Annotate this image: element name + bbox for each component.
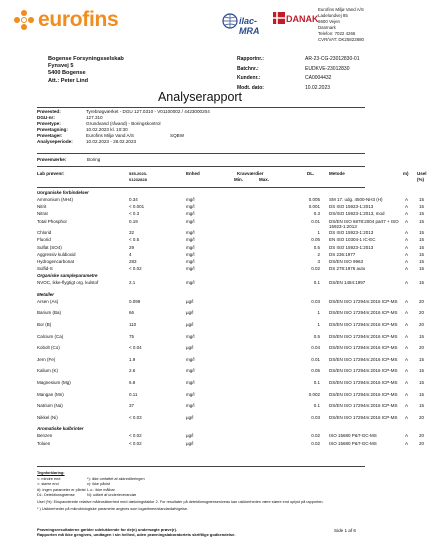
danak-logo <box>272 10 319 34</box>
table-row <box>37 380 425 392</box>
uncertainty: 15 <box>419 251 425 257</box>
legend-item: DL: Detektionsgrænse <box>37 493 75 498</box>
result-unit: mg/l <box>186 333 195 339</box>
detection-limit: 0.02 <box>311 440 320 446</box>
company-line: Telefon: 7022 4266 <box>318 31 356 36</box>
accreditation-mark: A <box>405 333 409 339</box>
analyte-name: Hydrogencarbonat <box>37 258 75 264</box>
method: DS/EN ISO 17294m:2016 ICP-MS <box>329 345 398 351</box>
report-info-row <box>237 55 359 65</box>
meta-key: Prøvetagning: <box>37 127 68 133</box>
recipient-address <box>48 56 124 85</box>
detection-limit: 0.05 <box>311 368 320 374</box>
accreditation-mark: A <box>405 298 409 304</box>
meta-key: Prøvetype: <box>37 121 61 127</box>
table-row <box>37 322 425 334</box>
uncertainty: 20 <box>419 433 425 439</box>
col-header-max: Max. <box>259 177 270 182</box>
result-value: 32 <box>129 230 135 236</box>
result-unit: mg/l <box>186 218 195 224</box>
analyte-name: Barium (Ba) <box>37 310 62 316</box>
analyte-name: Benzen <box>37 433 53 439</box>
result-value: 2.1 <box>129 280 136 286</box>
result-value: 2.6 <box>129 368 136 374</box>
table-row <box>37 440 425 448</box>
accreditation-mark: A <box>405 244 409 250</box>
meta-value: Eurofins Miljø Vand A/S <box>86 133 134 139</box>
company-line: Danmark <box>318 25 336 30</box>
report-info-value: 10.02.2023 <box>305 84 331 91</box>
detection-limit: 1 <box>317 230 320 236</box>
accreditation-mark: A <box>405 322 409 328</box>
col-header-method: Metode <box>329 171 345 176</box>
table-row <box>37 266 425 273</box>
col-header-sample-id: 535-2023- 01232828 <box>129 171 148 182</box>
method: SM 17. udg. 4500-NH3 (H) <box>329 197 383 202</box>
accreditation-mark: A <box>405 237 409 243</box>
table-row <box>37 433 425 440</box>
result-value: 0.099 <box>129 298 141 304</box>
report-info-key: Batchnr.: <box>237 65 259 72</box>
result-unit: µg/l <box>186 433 194 439</box>
method: ISO 15680 P&T-GC-MS <box>329 433 377 439</box>
accreditation-mark: A <box>405 204 409 210</box>
analyte-name: Kobolt (Co) <box>37 345 60 351</box>
analyte-name: Sulfat (SO4) <box>37 244 62 250</box>
uncertainty: 20 <box>419 440 425 446</box>
analyte-name: Bor (B) <box>37 322 52 328</box>
report-info <box>237 55 359 93</box>
accreditation-mark: A <box>405 211 409 217</box>
danak-label: DANAK <box>286 14 319 24</box>
col-header-unit: Enhed <box>186 171 200 176</box>
micro-note: * ) Usikkerheder på mikrobiologiske parametre angives som logaritmen/standardafvigelse. <box>37 506 189 511</box>
result-unit: mg/l <box>186 391 195 397</box>
detection-limit: 0.04 <box>311 345 320 351</box>
result-unit: µg/l <box>186 345 194 351</box>
method: DS ISO 15923-1:2013 <box>329 244 374 250</box>
divider <box>37 153 365 154</box>
legend-item: <: mindre end <box>37 476 61 481</box>
meta-extra: SQBW <box>170 133 185 139</box>
company-line: CVR/VAT: DK25822880 <box>318 37 364 42</box>
meta-value: 127.310 <box>86 115 103 121</box>
accreditation-mark: A <box>405 391 409 397</box>
table-row <box>37 218 425 231</box>
result-value: 4 <box>129 251 132 257</box>
uncertainty: 15 <box>419 380 425 386</box>
detection-limit: 0.01 <box>311 356 320 362</box>
meta-value: Tyrebrøgværket - DGU 127.0310 - V01100002 / 4423000204 <box>86 109 210 114</box>
method: DS/EN ISO 17294m:2016 ICP-MS <box>329 298 398 304</box>
table-row <box>37 391 425 404</box>
result-unit: mg/l <box>186 356 195 362</box>
result-unit: mg/l <box>186 230 195 236</box>
results-table <box>37 190 425 448</box>
accreditation-mark: A <box>405 345 409 351</box>
detection-limit: 2 <box>317 251 320 257</box>
result-value: 29 <box>129 244 135 250</box>
meta-value: Grundvand (råvand) - Boringskontrol <box>86 121 161 127</box>
uncertainty: 20 <box>419 345 425 351</box>
uncertainty: 15 <box>419 244 425 250</box>
col-header-min: Min. <box>234 177 243 182</box>
divider <box>37 466 365 467</box>
result-unit: mg/l <box>186 258 195 264</box>
method: DS ISO 15923-1:2013 <box>329 204 374 210</box>
legend-item: L.o.: ikke målbar <box>87 487 115 492</box>
section-title: Aromatiske kulbrinter <box>37 426 84 432</box>
result-unit: µg/l <box>186 440 194 446</box>
uncertainty: 15 <box>419 258 425 264</box>
page-title: Analyserapport <box>157 90 243 104</box>
detection-limit: 0.02 <box>311 266 320 272</box>
method: DS/EN ISO 17294m:2016 ICP-MS <box>329 403 398 409</box>
analyte-name: Nitrat <box>37 211 48 217</box>
legend-item: >: større end <box>37 482 59 487</box>
detection-limit: 0.005 <box>308 197 320 202</box>
detection-limit: 0.1 <box>313 280 320 286</box>
table-row <box>37 310 425 322</box>
report-info-row <box>237 65 359 75</box>
detection-limit: 1 <box>317 310 320 316</box>
result-value: < 0.04 <box>129 345 142 351</box>
legend-item: #): ingen parameter er påvist <box>37 487 86 492</box>
section-title: Organiske sampleparametre <box>37 273 98 279</box>
col-header-limits: Kravværdier <box>237 171 264 176</box>
result-value: 37 <box>129 403 135 409</box>
result-value: < 0.3 <box>129 211 140 217</box>
detection-limit: 0.01 <box>311 218 320 224</box>
method: EN ISO 10304-1 IC-EC <box>329 237 376 243</box>
table-row <box>37 414 425 427</box>
uncertainty: 20 <box>419 298 425 304</box>
analyte-name: Arsen (As) <box>37 298 59 304</box>
uncertainty: 15 <box>419 204 425 210</box>
result-value: < 0.02 <box>129 266 142 272</box>
report-info-value: EUDKVE-23012830 <box>305 65 350 72</box>
report-info-row <box>237 74 359 84</box>
analyte-name: Nikkel (Ni) <box>37 414 58 420</box>
analyte-name: Natrium (Na) <box>37 403 63 409</box>
table-row <box>37 197 425 204</box>
meta-key: Prøvested: <box>37 109 61 114</box>
report-info-value: CA0004432 <box>305 75 332 82</box>
divider <box>37 107 365 108</box>
analyte-name: NVOC, ikke-flygtigt org. kulstof <box>37 280 99 286</box>
uncertainty: 20 <box>419 322 425 328</box>
method: DS/EN 1484:1997 <box>329 280 366 286</box>
accreditation-mark: A <box>405 380 409 386</box>
method: DS/EN ISO 17294m:2016 ICP-MS <box>329 391 398 397</box>
col-header-name: Lab prøvenr: <box>37 171 65 176</box>
recipient-line: Bogense Forsyningsselskab <box>48 56 124 62</box>
sample-label-value: Boring <box>87 157 101 162</box>
recipient-line: Att.: Peter Lind <box>48 77 89 84</box>
method: DS/EN ISO 17294m:2016 ICP-MS <box>329 414 398 420</box>
detection-limit: 0.02 <box>311 433 320 439</box>
company-line: Eurofins Miljø Vand A/S <box>318 7 364 12</box>
uncertainty: 15 <box>419 391 425 397</box>
analyte-name: Chlorid <box>37 230 52 236</box>
table-row <box>37 333 425 346</box>
report-info-key: Kundenr.: <box>237 75 261 82</box>
detection-limit: 0.03 <box>311 414 320 420</box>
detection-limit: 3 <box>317 258 320 264</box>
method: DS 278:1976 auto <box>329 266 366 272</box>
method: ISO 15680 P&T-GC-MS <box>329 440 377 446</box>
sample-meta <box>37 109 236 146</box>
table-section-row <box>37 426 365 433</box>
table-row <box>37 356 425 369</box>
table-row <box>37 237 425 244</box>
meta-key: DGU-nr: <box>37 115 55 121</box>
ilac-label: ilac-MRA <box>239 16 260 36</box>
method: DS/EN ISO 17294m:2016 ICP-MS <box>329 322 398 328</box>
meta-value: 10.02.2023 kl. 10:30 <box>86 127 128 133</box>
result-unit: mg/l <box>186 204 195 210</box>
table-section-row <box>37 273 365 280</box>
result-unit: mg/l <box>186 368 195 374</box>
table-row <box>37 230 425 237</box>
accreditation-mark: A <box>405 266 409 272</box>
result-value: 0.11 <box>129 391 138 397</box>
analyte-name: Aggressiv kuldioxid <box>37 251 76 257</box>
uncertainty: 15 <box>419 403 425 409</box>
result-value: 1.9 <box>129 356 136 362</box>
analyte-name: Calcium (Ca) <box>37 333 64 339</box>
uncertainty-note: Usel (%): Ekspanderede relative måleusikkerhed med dækningsfaktor 2. For resultater på detektionsgrænseniveau kan usikkerheden være større end oplyst på rapporten. <box>37 499 324 504</box>
result-unit: µg/l <box>186 322 194 328</box>
result-value: < 0.02 <box>129 433 142 439</box>
company-line: Ladelundvej 85 <box>318 13 348 18</box>
uncertainty: 20 <box>419 310 425 316</box>
detection-limit: 0.001 <box>308 204 320 210</box>
table-header <box>37 169 427 187</box>
table-row <box>37 368 425 380</box>
page-number: Side 1 af 6 <box>334 528 356 533</box>
accreditation-mark: A <box>405 218 409 224</box>
result-value: < 0.03 <box>129 414 142 420</box>
accreditation-mark: A <box>405 310 409 316</box>
result-unit: µg/l <box>186 310 194 316</box>
analyte-name: Fluorid <box>37 237 51 243</box>
analyte-name: Magnesium (Mg) <box>37 380 71 386</box>
result-unit: mg/l <box>186 280 195 286</box>
detection-limit: 0.03 <box>311 298 320 304</box>
report-info-key: Modt. dato: <box>237 84 264 91</box>
col-header-dl: DL. <box>307 171 315 176</box>
ilac-mra-logo <box>222 10 268 36</box>
method: DS/EN ISO 17294m:2016 ICP-MS <box>329 368 398 374</box>
table-section-row <box>37 190 365 197</box>
result-value: 283 <box>129 258 137 264</box>
meta-value: 10.02.2023 - 28.02.2023 <box>86 139 137 145</box>
legend-item: N): udført af underleverandør <box>87 493 137 498</box>
table-row <box>37 251 425 259</box>
divider <box>37 166 365 167</box>
analyte-name: Toluen <box>37 440 51 446</box>
uncertainty: 15 <box>419 333 425 339</box>
detection-limit: 0.002 <box>308 391 320 397</box>
divider <box>37 187 365 188</box>
result-unit: mg/l <box>186 244 195 250</box>
result-value: < 0.5 <box>129 237 140 243</box>
eurofins-logo-icon <box>14 10 34 30</box>
detection-limit: 0.5 <box>313 244 320 250</box>
meta-key: Prøvetager: <box>37 133 63 139</box>
meta-row <box>37 139 236 145</box>
uncertainty: 15 <box>419 368 425 374</box>
accreditation-mark: A <box>405 197 409 202</box>
brand-name: eurofins <box>38 8 119 31</box>
accreditation-mark: A <box>405 403 409 409</box>
section-title: Metaller <box>37 291 55 297</box>
footer-line: Prøvningsresultaterne gælder udelukkende for de(n) undersøgte prøve(r). <box>37 527 178 532</box>
result-unit: µg/l <box>186 414 194 420</box>
result-value: 75 <box>129 333 135 339</box>
method: DS/EN ISO 6878:2004 part7 + ISO 15923-1:2013 <box>329 218 399 229</box>
legend-notes <box>37 471 367 512</box>
uncertainty: 15 <box>419 230 425 236</box>
sample-label <box>37 157 100 162</box>
uncertainty: 15 <box>419 237 425 243</box>
accreditation-mark: A <box>405 356 409 362</box>
result-unit: mg/l <box>186 197 195 202</box>
result-value: 0.34 <box>129 197 138 202</box>
uncertainty: 15 <box>419 218 425 224</box>
legend-grid <box>37 477 367 499</box>
legend-item: c): ikke påvist <box>87 482 110 487</box>
table-row <box>37 204 425 211</box>
result-unit: mg/l <box>186 266 195 272</box>
method: DS/EN ISO 17294m:2016 ICP-MS <box>329 333 398 339</box>
detection-limit: 0.5 <box>313 333 320 339</box>
method: DS/EN ISO 17294m:2016 ICP-MS <box>329 380 398 386</box>
method: DS/EN ISO 17294m:2016 ICP-MS <box>329 356 398 362</box>
result-value: 110 <box>129 322 137 328</box>
footer-disclaimer <box>37 527 327 537</box>
uncertainty: 15 <box>419 211 425 217</box>
uncertainty: 15 <box>419 197 425 202</box>
accreditation-mark: A <box>405 258 409 264</box>
table-row <box>37 211 425 218</box>
result-unit: mg/l <box>186 380 195 386</box>
result-unit: mg/l <box>186 251 195 257</box>
method: DS 236:1977 <box>329 251 356 257</box>
table-row <box>37 244 425 252</box>
accreditation-mark: A <box>405 368 409 374</box>
uncertainty: 15 <box>419 280 425 286</box>
method: DS ISO 15923-1:2013 <box>329 230 374 236</box>
accreditation-mark: A <box>405 280 409 286</box>
result-unit: µg/l <box>186 298 194 304</box>
eurofins-logo <box>14 8 118 32</box>
accreditation-mark: A <box>405 414 409 420</box>
table-row <box>37 280 425 292</box>
result-value: < 0.02 <box>129 440 142 446</box>
company-address <box>318 7 364 43</box>
result-value: 6.8 <box>129 380 136 386</box>
col-header-m: m) <box>403 171 409 176</box>
uncertainty: 20 <box>419 414 425 420</box>
footer-line: Rapporten må ikke gengives, undtagen i sin helhed, uden prøvningslaboratoriets skriftlige godkendelse. <box>37 532 236 538</box>
section-title: Uorganiske forbindelser <box>37 190 89 195</box>
detection-limit: 1 <box>317 322 320 328</box>
detection-limit: 0.1 <box>313 403 320 409</box>
table-row <box>37 298 425 311</box>
analyte-name: Nitrit <box>37 204 47 210</box>
analyte-name: Ammonium (NH4) <box>37 197 74 202</box>
legend-item: *): ikke omfattet af akkrediteringen <box>87 476 145 481</box>
method: DS/ISO 15923-1:2013, mod <box>329 211 385 217</box>
recipient-line: Fynsvej 5 <box>48 63 74 70</box>
accreditation-mark: A <box>405 230 409 236</box>
analyte-name: Kalium (K) <box>37 368 59 374</box>
company-line: 6600 Vejen <box>318 19 340 24</box>
detection-limit: 0.05 <box>311 237 320 243</box>
analyte-name: Jern (Fe) <box>37 356 56 362</box>
report-info-key: Rapportnr.: <box>237 56 264 62</box>
analyte-name: Sulfid-S <box>37 266 53 272</box>
result-unit: mg/l <box>186 403 195 409</box>
uncertainty: 15 <box>419 266 425 272</box>
legend-title: Tegnforklaring: <box>37 471 65 475</box>
table-row <box>37 258 425 266</box>
accreditation-mark: A <box>405 251 409 257</box>
result-value: 66 <box>129 310 135 316</box>
uncertainty: 15 <box>419 356 425 362</box>
table-row <box>37 345 425 357</box>
meta-key: Analyseperiode: <box>37 139 73 145</box>
table-row <box>37 403 425 415</box>
recipient-line: 5400 Bogense <box>48 70 86 77</box>
result-value: < 0.001 <box>129 204 145 210</box>
result-unit: mg/l <box>186 237 195 243</box>
method: DS/EN ISO 17294m:2016 ICP-MS <box>329 310 398 316</box>
detection-limit: 0.1 <box>313 380 320 386</box>
result-unit: mg/l <box>186 211 195 217</box>
accreditation-mark: A <box>405 440 409 446</box>
col-header-uncertainty: Usel (%) <box>417 171 427 182</box>
result-value: 0.19 <box>129 218 138 224</box>
accreditation-mark: A <box>405 433 409 439</box>
analyte-name: Total Phosphor <box>37 218 68 224</box>
detection-limit: 0.3 <box>313 211 320 217</box>
method: DS/EN ISO 9963 <box>329 258 364 264</box>
sample-label-key: Prøvemærke: <box>37 157 67 162</box>
analyte-name: Mangan (Mn) <box>37 391 64 397</box>
table-section-row <box>37 292 365 299</box>
report-info-value: AR-23-CG-23012830-01 <box>305 56 360 62</box>
